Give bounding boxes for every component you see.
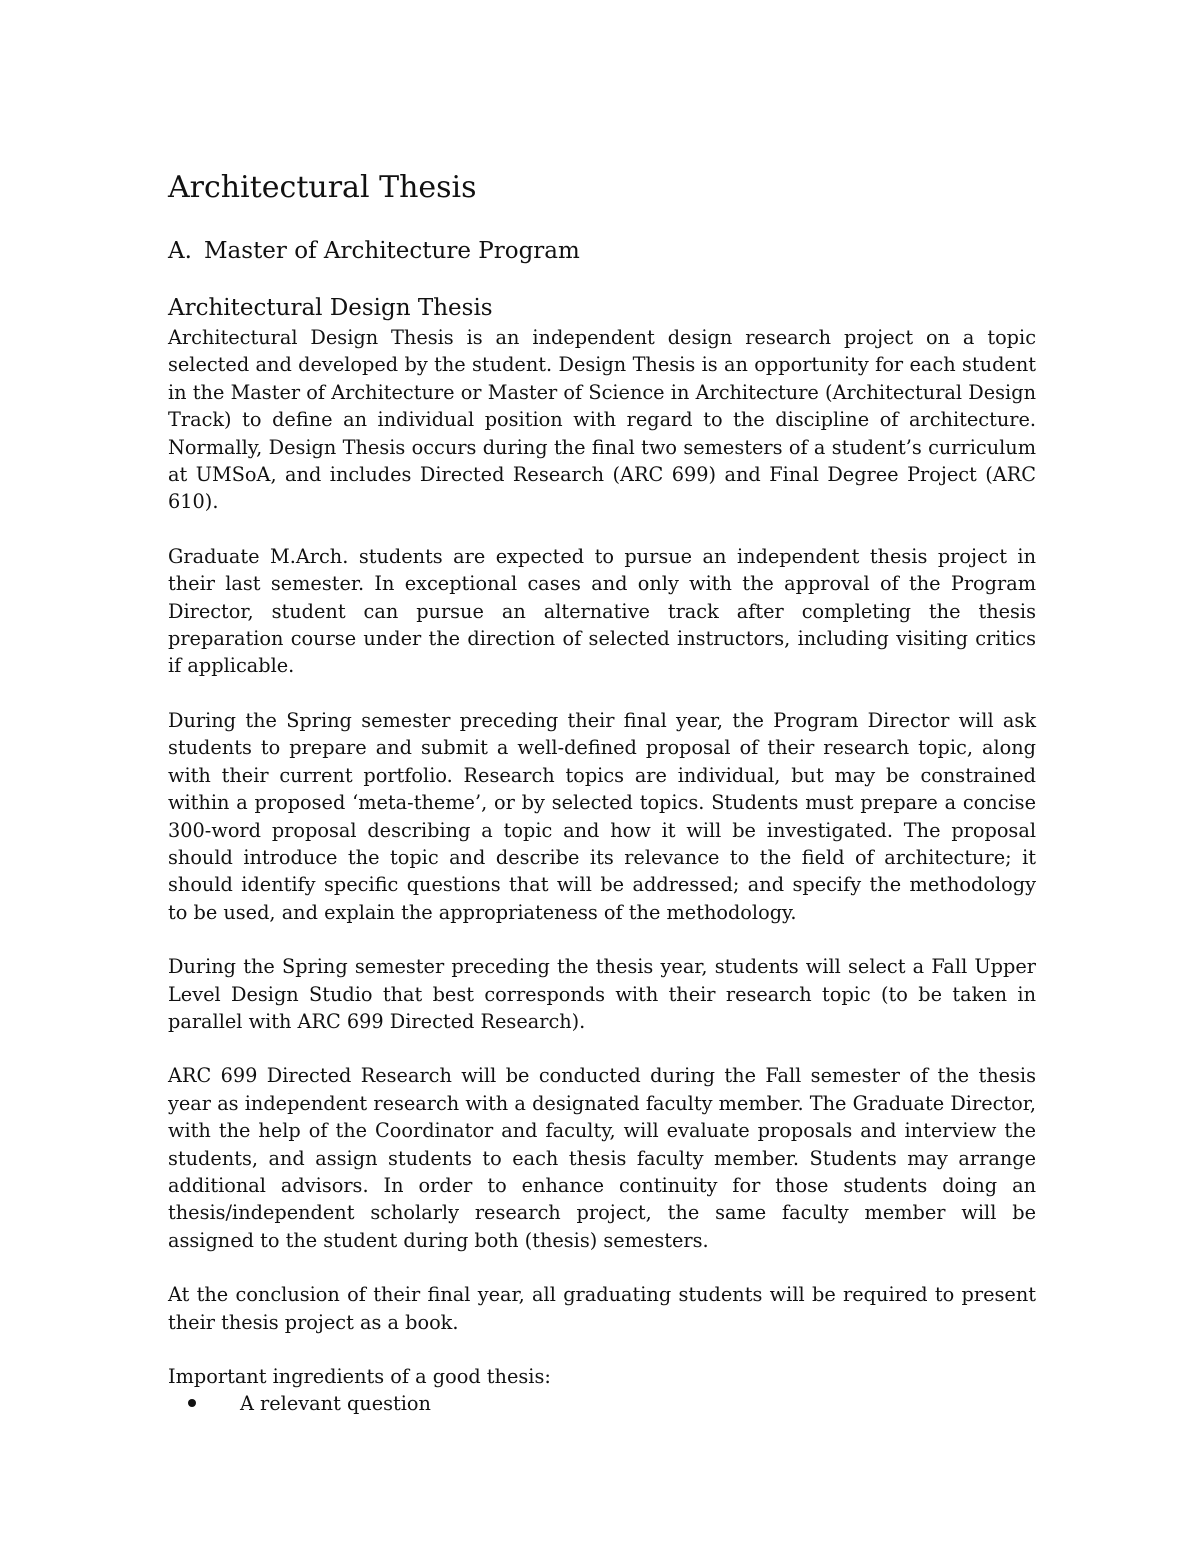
paragraph-conclusion: At the conclusion of their final year, all graduating students will be required to present their thesis project as a book. [168,1283,1036,1334]
document-content [168,168,1036,1418]
document-title: Architectural Thesis [168,170,477,205]
paragraph-graduate-students: Graduate M.Arch. students are expected to pursue an independent thesis project in their last semester. In exceptional cases and only with the approval of the Program Director, student can pursue an alternative track after completing the thesis preparation course under the direction of selected instructors, including visiting critics if applicable. [168,544,1036,678]
paragraph-design-thesis: Architectural Design Thesis is an independent design research project on a topic selected and developed by the student. Design Thesis is an opportunity for each student in the Master of Architecture or Master of Science in Architecture (Architectural Design Track) to define an individual position with regard to the discipline of architecture. Normally, Design Thesis occurs during the final two semesters of a student’s curriculum at UMSoA, and includes Directed Research (ARC 699) and Final Degree Project (ARC 610). [168,326,1036,514]
section-heading [168,234,1036,268]
list-item-text: A relevant question [240,1392,431,1416]
paragraph-studio-selection: During the Spring semester preceding the thesis year, students will select a Fall Upper Level Design Studio that best corresponds with their research topic (to be taken in parallel with ARC 699 Directed Research). [168,955,1036,1033]
paragraph-directed-research: ARC 699 Directed Research will be conducted during the Fall semester of the thesis year as independent research with a designated faculty member. The Graduate Director, with the help of the Coordinator and faculty, will evaluate proposals and interview the students, and assign students to each thesis faculty member. Students may arrange additional advisors. In order to enhance continuity for those students doing an thesis/independent scholarly research project, the same faculty member will be assigned to the student during both (thesis) semesters. [168,1064,1036,1252]
paragraph-spring-proposal: During the Spring semester preceding their final year, the Program Director will ask students to prepare and submit a well-defined proposal of their research topic, along with their current portfolio. Research topics are individual, but may be constrained within a proposed ‘meta-theme’, or by selected topics. Students must prepare a concise 300-word proposal describing a topic and how it will be investigated. The proposal should introduce the topic and describe its relevance to the field of architecture; it should identify specific questions that will be addressed; and specify the methodology to be used, and explain the appropriateness of the methodology. [168,708,1036,924]
section-letter: A. [168,238,192,264]
ingredients-list [168,1390,1036,1417]
section-heading-text: Master of Architecture Program [204,238,580,264]
subsection-heading: Architectural Design Thesis [168,295,493,321]
list-item [188,1390,1036,1417]
ingredients-intro: Important ingredients of a good thesis: [168,1365,551,1388]
bullet-icon [188,1399,196,1407]
